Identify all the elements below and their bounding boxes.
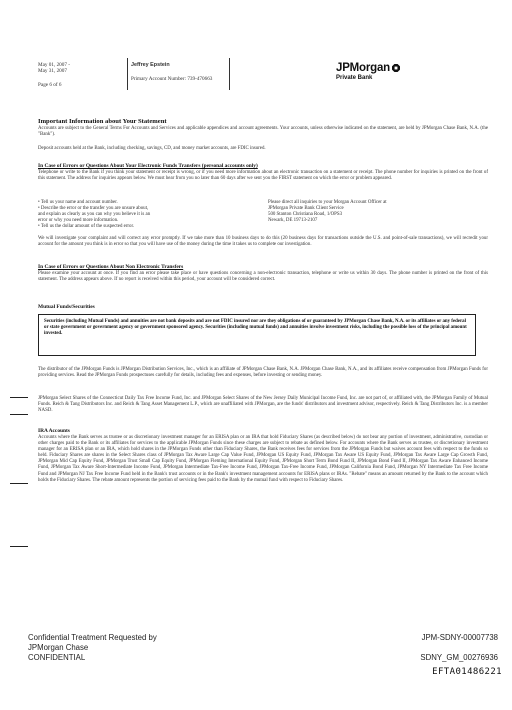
primary-account-number: Primary Account Number: 739-470663: [131, 76, 213, 82]
address-line: Please direct all inquiries to your Morgan Account Officer at: [268, 200, 387, 205]
eft-errors-title: In Case of Errors or Questions About Your Electronic Funds Transfers (personal accounts only): [38, 163, 258, 169]
page-number: Page 6 of 6: [38, 82, 62, 88]
ira-accounts-title: IRA Accounts: [38, 428, 70, 434]
non-eft-errors-title: In Case of Errors or Questions About Non Electronic Transfers: [38, 264, 184, 270]
statement-period-end: May 31, 2007: [38, 68, 67, 74]
jpmorgan-chase-line: JPMorgan Chase: [28, 643, 89, 652]
eft-instructions-list: [38, 200, 258, 230]
list-item: error or why you need more information.: [38, 218, 119, 224]
footer-right: [392, 633, 498, 663]
securities-disclaimer-box: [38, 314, 476, 356]
list-item: • Tell us your name and account number.: [38, 200, 118, 205]
securities-disclaimer-text: Securities (including Mutual Funds) and annuities are not bank deposits and are not FDIC insured nor are they obligations of or guaranteed by JPMorgan Chase Bank, N.A. or its affiliates or any federal or state government or government agency or government sponsored agency. Securities (including mutual funds) and annuities involve investment risks, including the possible loss of the principal amount invested.: [44, 319, 467, 337]
brand-subtitle: Private Bank: [336, 75, 373, 81]
margin-redaction-mark: [10, 397, 28, 398]
list-item: • Describe the error or the transfer you are unsure about,: [38, 206, 149, 212]
bates-number-sdny: SDNY_GM_00276936: [420, 653, 498, 662]
margin-redaction-mark: [10, 483, 28, 484]
important-info-paragraph-2: Deposit accounts held at the Bank, including checking, savings, CD, and money market accounts, are FDIC insured.: [38, 146, 266, 151]
important-info-title: Important Information about Your Statement: [38, 118, 167, 125]
margin-redaction-mark: [10, 546, 28, 547]
bates-number-jpm: JPM-SDNY-00007738: [421, 633, 498, 642]
margin-redaction-mark: [10, 414, 28, 415]
header-divider: [127, 58, 128, 90]
ira-accounts-paragraph: Accounts where the Bank serves as trustee or as discretionary investment manager for an ERISA plan or an IRA that hold Fiduciary Shares (as described below) do not bear any portion of investment, administrative, custodian or other charges paid to the Bank or its affiliates for services to the applicable JPMorgan Funds since these charges are subject to rebate as defined below. For accounts where the Bank serves as trustee, or discretionary investment manager for an ERISA plan or an IRA, which hold shares in the JPMorgan Funds other than Fiduciary Shares, the Bank receives fees for services from the JPMorgan Funds but waives account fees with respect to the funds so held. Fiduciary Shares are shares in the Select Shares class of JPMorgan Tax Aware Large Cap Value Fund, JPMorgan US Equity Fund, JPMorgan Tax Aware US Equity Fund, JPMorgan Tax Aware Large Cap Growth Fund, JPMorgan Mid Cap Equity Fund, JPMorgan Trust Small Cap Equity Fund, JPMorgan Fleming International Equity Fund, JPMorgan Short Term Bond Fund II, JPMorgan Bond Fund II, JPMorgan Tax Aware Enhanced Income Fund, JPMorgan Tax Aware Short-Intermediate Income Fund, JPMorgan Intermediate Tax-Free Income Fund, JPMorgan Tax-Free Income Fund, JPMorgan California Bond Fund, JPMorgan NY Intermediate Tax Free Income Fund and JPMorgan NJ Tax Free Income Fund held in the Bank's trust accounts or in the Bank's investment management accounts for ERISA plans or IRAs. "Rebate" means an amount returned by the Bank to the account which holds the Fiduciary Shares. The rebate amount represents the portion of servicing fees paid to the Bank by the mutual fund with respect to Fiduciary Shares.: [38, 435, 488, 483]
eft-investigation-paragraph: We will investigate your complaint and will correct any error promptly. If we take more than 10 business days to do this (20 business days for transactions outside the U.S. and point-of-sale transactions), we will recredit your account for the amount you think is in error so that you will have use of the money during the time it takes us to complete our investigation.: [38, 236, 488, 248]
mutual-funds-title: Mutual Funds/Securities: [38, 304, 95, 310]
jpmorgan-logo: [336, 62, 400, 74]
footer-left: [28, 633, 157, 663]
confidential-treatment-line: Confidential Treatment Requested by: [28, 633, 157, 642]
address-line: 500 Stanton Christiana Road, 1/OPS3: [268, 212, 343, 218]
jpmorgan-funds-paragraph: The distributor of the JPMorgan Funds is JPMorgan Distribution Services, Inc., which is an affiliate of JPMorgan Chase Bank, N.A. JPMorgan Chase Bank, N.A., and its affiliates receive compensation from JPMorgan Funds for providing services. Read the JPMorgan Funds prospectuses carefully for details, including fees and expenses, before investing or sending money.: [38, 367, 488, 379]
non-eft-errors-paragraph: Please examine your account at once. If you find an error please take place or have questions concerning a non-electronic transaction, telephone or write us within 30 days. The phone number is printed on the front of this statement. The address appears above. If no report is received within this period, your account will be considered correct.: [38, 271, 488, 283]
list-item: • Tell us the dollar amount of the suspected error.: [38, 224, 135, 230]
efta-stamp: EFTA01486221: [432, 667, 502, 677]
confidential-label: CONFIDENTIAL: [28, 653, 86, 662]
brand-name: JPMorgan: [336, 62, 390, 74]
select-shares-paragraph: JPMorgan Select Shares of the Connecticut Daily Tax Free Income Fund, Inc. and JPMorgan Select Shares of the New Jersey Daily Municipal Income Fund, Inc. are not part of, or affiliated with, the JPMorgan Family of Mutual Funds. Reich & Tang Distributors Inc. and Reich & Tang Asset Management L.P., which are unaffiliated with JPMorgan, are the funds' distributors and investment advisor, respectively. Reich & Tang Distributors Inc. is a member NASD.: [38, 396, 488, 414]
octagon-logo-icon: [392, 64, 400, 72]
important-info-paragraph-1: Accounts are subject to the General Terms For Accounts and Services and applicable appendices and account agreements. Your accounts, unless otherwise indicated on the statement, are held by JPMorgan Chase Bank, N.A. (the "Bank").: [38, 126, 488, 138]
list-item: and explain as clearly as you can why you believe it is an: [38, 212, 151, 218]
address-line: Newark, DE 19713-2107: [268, 218, 318, 224]
statement-period-start: May 01, 2007 -: [38, 62, 70, 68]
inquiry-address-block: [268, 200, 478, 224]
address-line: JPMorgan Private Bank Client Service: [268, 206, 344, 212]
eft-errors-paragraph: Telephone or write to the Bank if you think your statement or receipt is wrong, or if you need more information about an electronic transaction on a statement or receipt. The phone number for inquiries is printed on the front of this statement. The address for inquiries appears below. We must hear from you no later than 60 days after we sent you the FIRST statement on which the error or problem appeared.: [38, 170, 488, 182]
client-name: Jeffrey Epstein: [131, 62, 170, 68]
header-divider-2: [229, 58, 230, 90]
